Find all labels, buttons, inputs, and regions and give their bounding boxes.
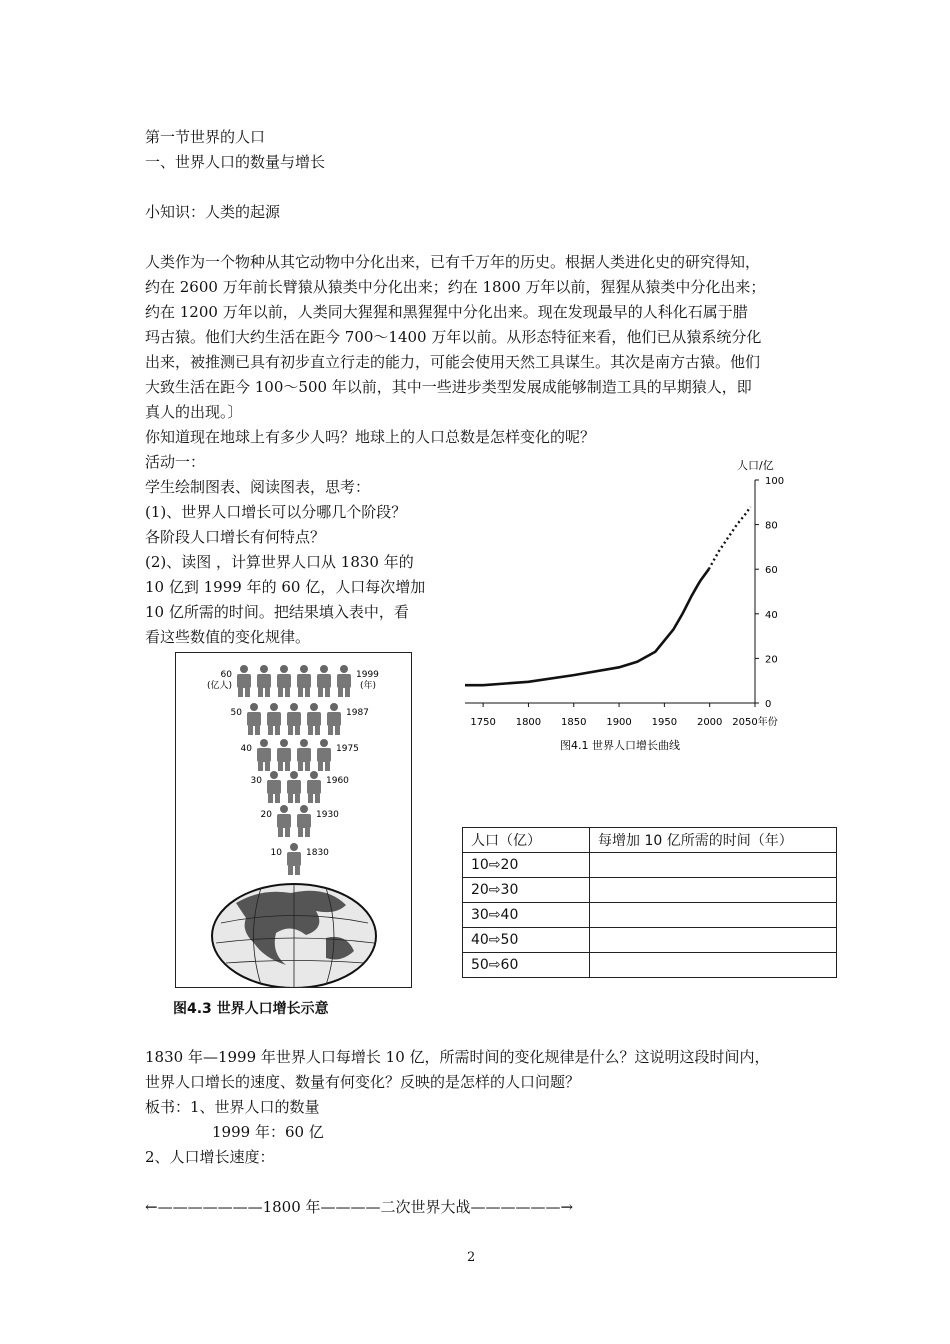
pictograph-caption: 图4.3 世界人口增长示意 [173, 1001, 329, 1017]
person-icon [277, 805, 291, 837]
person-icon [257, 739, 271, 771]
pictograph-value-label: 10 [270, 848, 282, 858]
subsection-title: 一、世界人口的数量与增长 [145, 153, 326, 171]
pictograph-value-label: 40 [240, 744, 252, 754]
table-cell-answer[interactable] [590, 903, 837, 928]
person-icon [297, 665, 311, 697]
table-row [463, 878, 837, 903]
activity-line-1: 学生绘制图表、阅读图表，思考： [145, 478, 371, 496]
population-table [462, 827, 837, 978]
table-row [463, 953, 837, 978]
origin-line-5: 出来，被推测已具有初步直立行走的能力，可能会使用天然工具谋生。其次是南方古猿。他们 [145, 353, 761, 371]
person-icon [327, 703, 341, 735]
activity-line-2: (1)、世界人口增长可以分哪几个阶段？ [145, 503, 407, 521]
y-tick-label: 40 [765, 609, 778, 621]
table-header-row [463, 828, 837, 853]
pictograph-value-label: 60 [220, 670, 232, 680]
pictograph-value-label: 30 [250, 776, 262, 786]
table-cell-range: 40⇨50 [463, 928, 590, 953]
pictograph-year-label: 1830 [306, 848, 329, 858]
table-cell-range: 10⇨20 [463, 853, 590, 878]
globe-icon [212, 884, 376, 987]
person-icon [297, 739, 311, 771]
table-row [463, 853, 837, 878]
origin-line-6: 大致生活在距今 100～500 年以前，其中一些进步类型发展成能够制造工具的早期猿人，即 [145, 378, 752, 396]
person-icon [287, 703, 301, 735]
board-value: 1999 年：60 亿 [212, 1123, 324, 1141]
x-tick-label: 1850 [561, 717, 587, 728]
origin-line-7: 真人的出现。〕 [145, 403, 243, 421]
person-icon [247, 703, 261, 735]
pictograph-unit-label: (亿人) [206, 681, 232, 691]
x-tick-label: 1750 [470, 717, 496, 728]
pictograph-year-label: 1975 [336, 744, 359, 754]
board-label: 板书：1、世界人口的数量 [145, 1098, 320, 1116]
activity-line-3: 各阶段人口增长有何特点？ [145, 528, 326, 546]
table-row [463, 903, 837, 928]
table-cell-answer[interactable] [590, 878, 837, 903]
person-icon [307, 771, 321, 803]
pictograph-year-label: 1930 [316, 810, 339, 820]
person-icon [317, 739, 331, 771]
question-line: 你知道现在地球上有多少人吗？地球上的人口总数是怎样变化的呢？ [145, 428, 596, 446]
x-tick-label: 1900 [606, 717, 632, 728]
person-icon [267, 771, 281, 803]
x-tick-label: 1800 [515, 717, 542, 728]
person-icon [317, 665, 331, 697]
pictograph-svg [176, 653, 411, 987]
table-header-years: 每增加 10 亿所需的时间（年） [590, 828, 837, 853]
activity-line-4: (2)、读图 ，计算世界人口从 1830 年的 [145, 553, 414, 571]
table-cell-answer[interactable] [590, 853, 837, 878]
table-cell-answer[interactable] [590, 953, 837, 978]
person-icon [297, 805, 311, 837]
chart-caption: 图4.1 世界人口增长曲线 [560, 739, 680, 752]
chart-svg [455, 455, 805, 755]
x-tick-label: 1950 [651, 717, 678, 728]
person-icon [277, 665, 291, 697]
timeline: ←———————1800 年————二次世界大战——————→ [145, 1198, 574, 1216]
y-axis-label: 人口/亿 [737, 459, 774, 472]
table-cell-range: 30⇨40 [463, 903, 590, 928]
person-icon [287, 771, 301, 803]
pictograph-year-label: 1987 [346, 708, 369, 718]
pictograph-year-label: 1960 [326, 776, 349, 786]
origin-line-1: 人类作为一个物种从其它动物中分化出来，已有千万年的历史。根据人类进化史的研究得知， [145, 253, 761, 271]
activity-label: 活动一： [145, 453, 206, 471]
pictograph-year-unit-label: (年) [360, 681, 377, 691]
table-header-population: 人口（亿） [463, 828, 590, 853]
pictograph-value-label: 20 [260, 810, 272, 820]
person-icon [267, 703, 281, 735]
section-title: 第一节世界的人口 [145, 128, 266, 146]
series-line-projection [709, 507, 751, 569]
activity-line-7: 看这些数值的变化规律。 [145, 628, 311, 646]
person-icon [277, 739, 291, 771]
y-tick-label: 20 [765, 654, 778, 666]
table-cell-range: 50⇨60 [463, 953, 590, 978]
origin-line-2: 约在 2600 万年前长臂猿从猿类中分化出来；约在 1800 万年以前，猩猩从猿类中分化出来； [145, 278, 766, 296]
y-tick-label: 60 [765, 565, 778, 577]
table-row [463, 928, 837, 953]
origin-line-3: 约在 1200 万年以前，人类同大猩猩和黑猩猩中分化出来。现在发现最早的人科化石属于腊 [145, 303, 748, 321]
person-icon [307, 703, 321, 735]
y-tick-label: 100 [765, 476, 785, 487]
page-number: 2 [467, 1250, 476, 1265]
x-tick-label: 2050年份 [732, 717, 778, 728]
speed-label: 2、人口增长速度： [145, 1148, 275, 1166]
pictograph-value-label: 50 [230, 708, 242, 718]
person-icon [337, 665, 351, 697]
person-icon [287, 843, 301, 875]
person-icon [257, 665, 271, 697]
y-tick-label: 0 [765, 699, 772, 710]
table-cell-answer[interactable] [590, 928, 837, 953]
series-line-population [465, 569, 709, 685]
x-tick-label: 2000 [696, 717, 723, 728]
pictograph-year-label: 1999 [356, 670, 379, 680]
origin-line-4: 玛古猿。他们大约生活在距今 700～1400 万年以前。从形态特征来看，他们已从猿系统分化 [145, 328, 762, 346]
table-cell-range: 20⇨30 [463, 878, 590, 903]
knowledge-label: 小知识：人类的起源 [145, 203, 281, 221]
y-tick-label: 80 [765, 520, 778, 532]
after-line-2: 世界人口增长的速度、数量有何变化？反映的是怎样的人口问题？ [145, 1073, 581, 1091]
population-growth-chart [455, 455, 805, 755]
activity-line-5: 10 亿到 1999 年的 60 亿，人口每次增加 [145, 578, 426, 596]
after-line-1: 1830 年—1999 年世界人口每增长 10 亿，所需时间的变化规律是什么？这说明这段时间内， [145, 1048, 770, 1066]
pictograph-frame [175, 652, 412, 988]
population-pictograph [145, 652, 445, 1022]
activity-line-6: 10 亿所需的时间。把结果填入表中，看 [145, 603, 409, 621]
person-icon [237, 665, 251, 697]
